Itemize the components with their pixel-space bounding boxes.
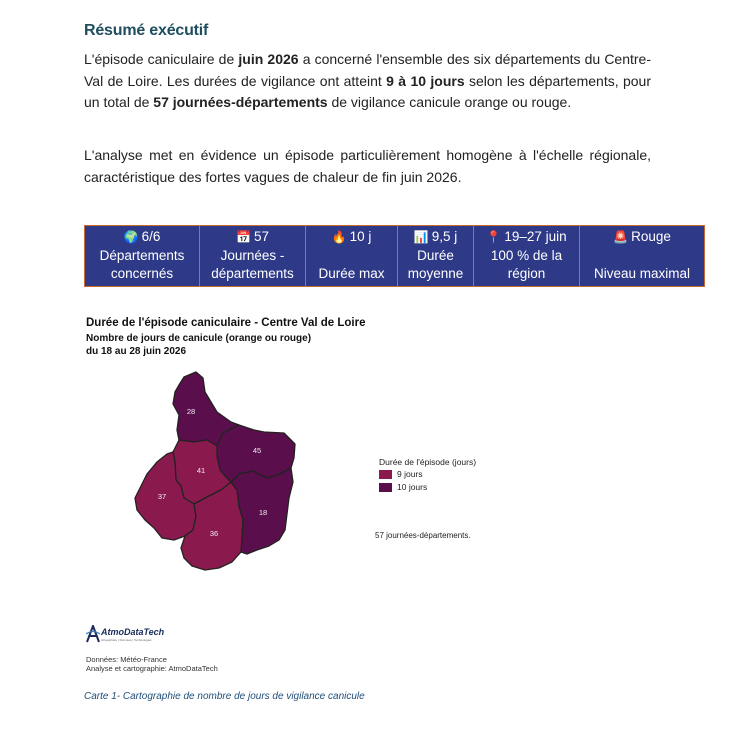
section-heading: Résumé exécutif xyxy=(84,22,209,39)
kpi-period: 📍 19–27 juin 100 % de la région xyxy=(474,226,580,287)
legend-title: Durée de l'épisode (jours) xyxy=(379,457,477,467)
legend-item-9-days: 9 jours xyxy=(379,469,423,479)
kpi-department-days: 📅 57 Journées - départements xyxy=(200,226,306,287)
department-label-28: 28 xyxy=(186,407,196,416)
legend-swatch xyxy=(379,470,392,479)
region-map xyxy=(129,370,304,575)
globe-icon: 🌍 xyxy=(123,230,139,244)
logo-a-icon xyxy=(86,625,100,643)
summary-paragraph-1: L'épisode caniculaire de juin 2026 a concerné l'ensemble des six départements du Centre-Val de Loire. Les durées de vigilance ont atteint 9 à 10 jours selon les départements, pour un total de 57 journées-départements de vigilance canicule orange ou rouge. xyxy=(84,51,652,110)
calendar-icon: 📅 xyxy=(236,230,251,244)
kpi-max-duration: 🔥 10 j Durée max xyxy=(306,226,398,287)
figure-caption: Carte 1- Cartographie de nombre de jours de vigilance canicule xyxy=(84,691,365,702)
department-label-45: 45 xyxy=(252,446,262,455)
pin-icon: 📍 xyxy=(486,230,502,244)
kpi-table xyxy=(84,225,705,287)
kpi-average-duration: 📊 9,5 j Durée moyenne xyxy=(398,226,474,287)
map-figure xyxy=(84,315,544,680)
map-subtitle: Nombre de jours de canicule (orange ou rouge) xyxy=(86,333,312,344)
fire-icon: 🔥 xyxy=(331,230,347,244)
legend-swatch xyxy=(379,483,392,492)
map-date-range: du 18 au 28 juin 2026 xyxy=(86,346,187,357)
atmodatatech-logo xyxy=(86,625,176,647)
kpi-departments: 🌍 6/6 Départements concernés xyxy=(85,226,200,287)
analysis-credit: Analyse et cartographie: AtmoDataTech xyxy=(86,664,218,673)
department-label-41: 41 xyxy=(196,466,206,475)
department-label-36: 36 xyxy=(209,529,219,538)
map-title: Durée de l'épisode caniculaire - Centre Val de Loire xyxy=(86,317,366,329)
kpi-max-level: 🚨 Rouge Niveau maximal xyxy=(580,226,705,287)
total-note: 57 journées-départements. xyxy=(375,531,471,540)
data-source: Données: Météo-France xyxy=(86,655,167,664)
bar-chart-icon: 📊 xyxy=(413,230,429,244)
legend-item-10-days: 10 jours xyxy=(379,482,427,492)
department-label-37: 37 xyxy=(157,492,167,501)
logo-text: AtmoDataTech xyxy=(101,627,165,637)
department-label-18: 18 xyxy=(258,508,268,517)
summary-paragraph-2: L'analyse met en évidence un épisode particulièrement homogène à l'échelle régionale, caractéristique des fortes vagues de chaleur de fin juin 2026. xyxy=(84,147,651,185)
siren-icon: 🚨 xyxy=(613,230,629,244)
logo-tagline: Atmosphère | Données | Technologies xyxy=(101,638,152,642)
